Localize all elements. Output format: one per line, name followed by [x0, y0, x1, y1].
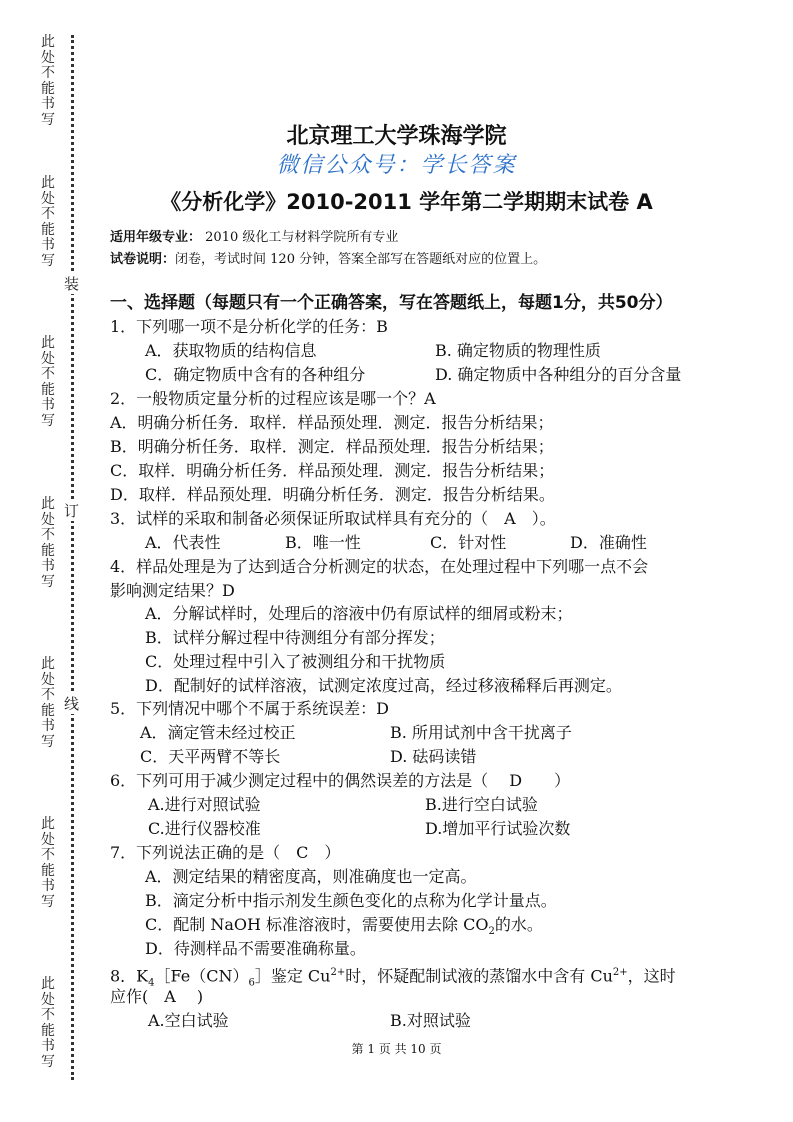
q7-option-a: A．测定结果的精密度高，则准确度也一定高。: [145, 867, 477, 886]
margin-no-write: 此处不能书写: [41, 175, 55, 269]
grade-value: 2010 级化工与材料学院所有专业: [205, 230, 399, 245]
q8-stem: 8．$K_4[Fe(CN)_6]$鉴定 $Cu^{2+}$时，怀疑配制试液的蒸馏水中含有 $Cu^{2+}$，这时: [110, 966, 676, 989]
margin-no-write: 此处不能书写: [41, 496, 55, 590]
q6-option-a: A.进行对照试验: [148, 795, 261, 814]
q6-option-d: D.增加平行试验次数: [425, 819, 571, 838]
section-heading: 一、选择题（每题只有一个正确答案，写在答题纸上，每题1分，共50分）: [110, 293, 673, 313]
q3-stem: 3．试样的采取和制备必须保证所取试样具有充分的（ A ）。: [110, 509, 556, 528]
q4-option-a: A．分解试样时，处理后的溶液中仍有原试样的细屑或粉末；: [145, 604, 573, 623]
q4-option-d: D．配制好的试样溶液，试测定浓度过高，经过移液稀释后再测定。: [145, 676, 622, 695]
q3-option-d: D．准确性: [570, 533, 647, 552]
q1-option-c: C．确定物质中含有的各种组分: [145, 365, 366, 384]
margin-no-write: 此处不能书写: [41, 335, 55, 429]
binding-mark-ding: 订: [64, 502, 80, 520]
q2-option-b: B．明确分析任务．取样．测定．样品预处理．报告分析结果；: [110, 437, 554, 456]
q2-stem: 2．一般物质定量分析的过程应该是哪一个？A: [110, 389, 436, 408]
q2-option-d: D．取样．样品预处理．明确分析任务．测定．报告分析结果。: [110, 485, 555, 504]
q4-stem: 4．样品处理是为了达到适合分析测定的状态，在处理过程中下列哪一点不会: [110, 557, 649, 576]
q1-option-b: B. 确定物质的物理性质: [435, 341, 601, 360]
binding-mark-xian: 线: [64, 695, 80, 713]
q5-option-a: A．滴定管未经过校正: [140, 723, 296, 742]
q3-option-a: A．代表性: [145, 533, 221, 552]
school-title: 北京理工大学珠海学院: [286, 124, 507, 149]
q6-option-b: B.进行空白试验: [425, 795, 538, 814]
note-label: 试卷说明：: [110, 252, 176, 267]
q6-option-c: C.进行仪器校准: [148, 819, 261, 838]
q1-option-a: A．获取物质的结构信息: [145, 341, 317, 360]
q4-stem-cont: 影响测定结果？D: [110, 581, 235, 600]
q6-stem: 6．下列可用于减少测定过程中的偶然误差的方法是（ D ）: [110, 771, 571, 790]
q7-stem: 7．下列说法正确的是（ C ）: [110, 843, 341, 862]
q4-option-b: B．试样分解过程中待测组分有部分挥发；: [145, 628, 445, 647]
page-footer: 第 1 页 共 10 页: [351, 1042, 442, 1056]
q7-option-d: D．待测样品不需要准确称量。: [145, 939, 366, 958]
q7-option-c: C．配制 NaOH 标准溶液时，需要使用去除 $CO_2$的水。: [145, 915, 543, 938]
q8-stem-cont: 应作( A ): [110, 987, 204, 1006]
exam-title: 《分析化学》2010-2011 学年第二学期期末试卷 A: [160, 190, 653, 214]
margin-no-write: 此处不能书写: [41, 816, 55, 910]
margin-no-write: 此处不能书写: [41, 976, 55, 1070]
q3-option-c: C．针对性: [430, 533, 507, 552]
binding-mark-zhuang: 装: [64, 275, 80, 293]
watermark: 微信公众号：学长答案: [276, 153, 517, 178]
q1-option-d: D. 确定物质中各种组分的百分含量: [435, 365, 682, 384]
margin-no-write: 此处不能书写: [41, 656, 55, 750]
q4-option-c: C．处理过程中引入了被测组分和干扰物质: [145, 652, 446, 671]
q7-option-b: B．滴定分析中指示剂发生颜色变化的点称为化学计量点。: [145, 891, 557, 910]
q8-option-a: A.空白试验: [148, 1011, 229, 1030]
q2-option-a: A．明确分析任务．取样．样品预处理．测定．报告分析结果；: [110, 413, 554, 432]
q5-option-c: C．天平两臂不等长: [140, 747, 281, 766]
grade-label: 适用年级专业：: [110, 230, 202, 245]
q1-stem: 1．下列哪一项不是分析化学的任务：B: [110, 317, 388, 336]
q8-option-b: B.对照试验: [390, 1011, 471, 1030]
q3-option-b: B．唯一性: [285, 533, 361, 552]
q5-stem: 5．下列情况中哪个不属于系统误差：D: [110, 699, 390, 718]
q2-option-c: C．取样．明确分析任务．样品预处理．测定．报告分析结果；: [110, 461, 555, 480]
q5-option-b: B. 所用试剂中含干扰离子: [390, 723, 572, 742]
q5-option-d: D. 砝码读错: [390, 747, 477, 766]
margin-no-write: 此处不能书写: [41, 34, 55, 128]
note-value: 闭卷，考试时间 120 分钟，答案全部写在答题纸对应的位置上。: [175, 252, 547, 267]
